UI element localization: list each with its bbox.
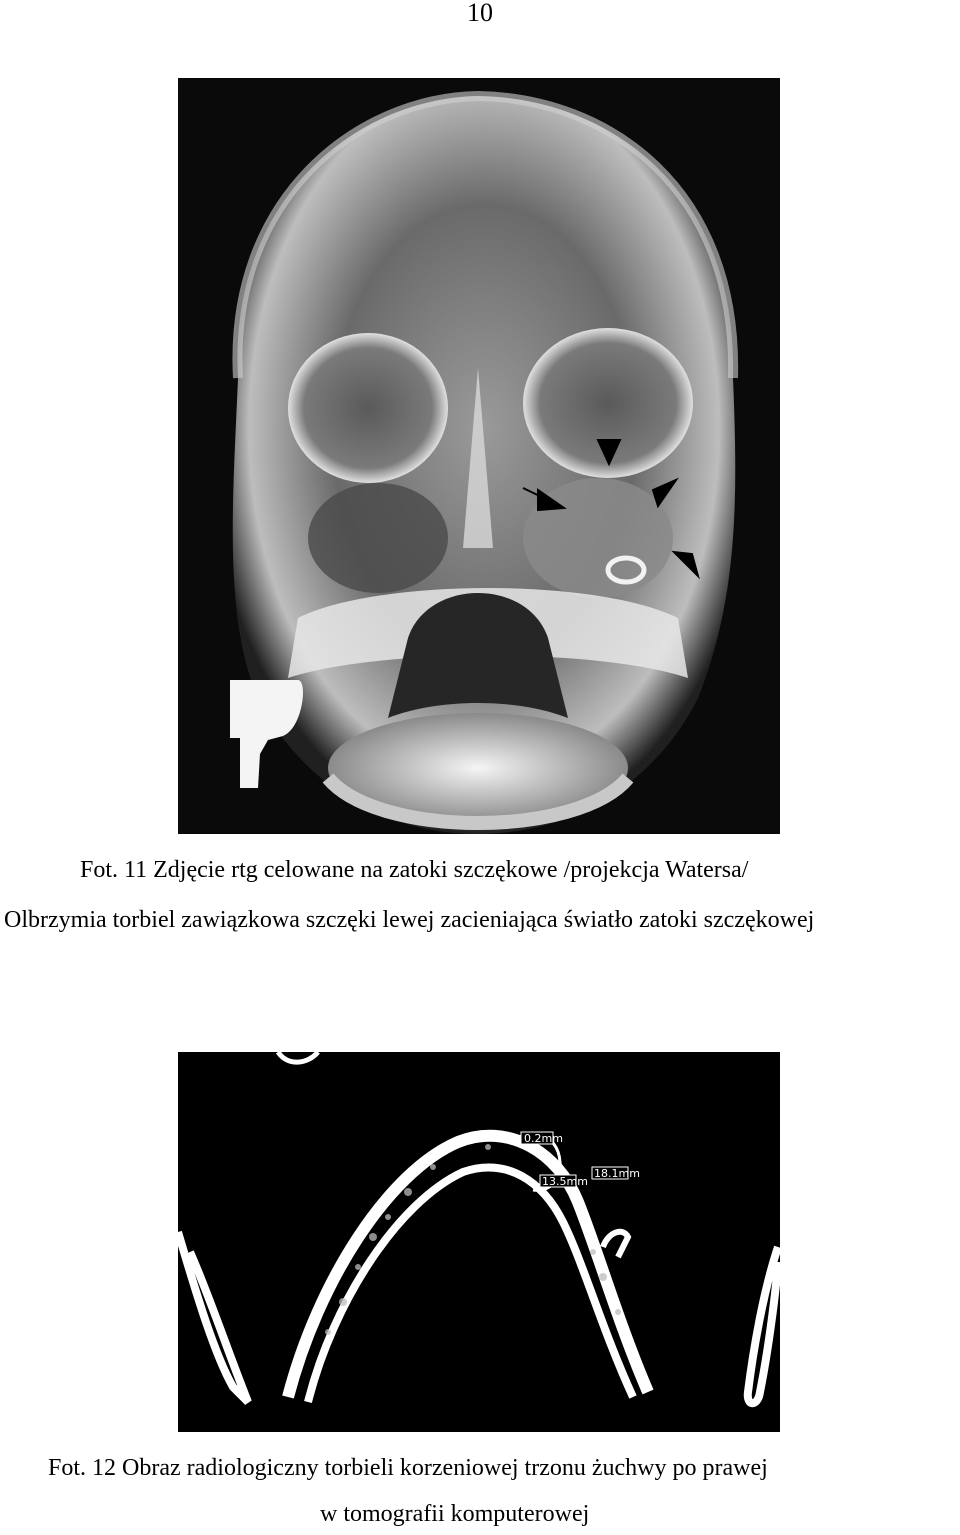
ct-scan-image xyxy=(178,1052,780,1432)
xray-image xyxy=(178,78,780,834)
figure-12-caption-line-2: w tomografii komputerowej xyxy=(320,1501,590,1527)
figure-11-caption-line-1: Fot. 11 Zdjęcie rtg celowane na zatoki szczękowe /projekcja Watersa/ xyxy=(80,857,749,883)
figure-12-caption-line-1: Fot. 12 Obraz radiologiczny torbieli korzeniowej trzonu żuchwy po prawej xyxy=(48,1455,768,1481)
measurement-label: 13.5mm xyxy=(542,1175,588,1188)
measurement-label: 18.1mm xyxy=(594,1167,640,1180)
measurement-label: 0.2mm xyxy=(524,1132,563,1145)
figure-11-caption-line-2: Olbrzymia torbiel zawiązkowa szczęki lewej zacieniająca światło zatoki szczękowej xyxy=(4,907,815,933)
page-number: 10 xyxy=(467,0,493,27)
